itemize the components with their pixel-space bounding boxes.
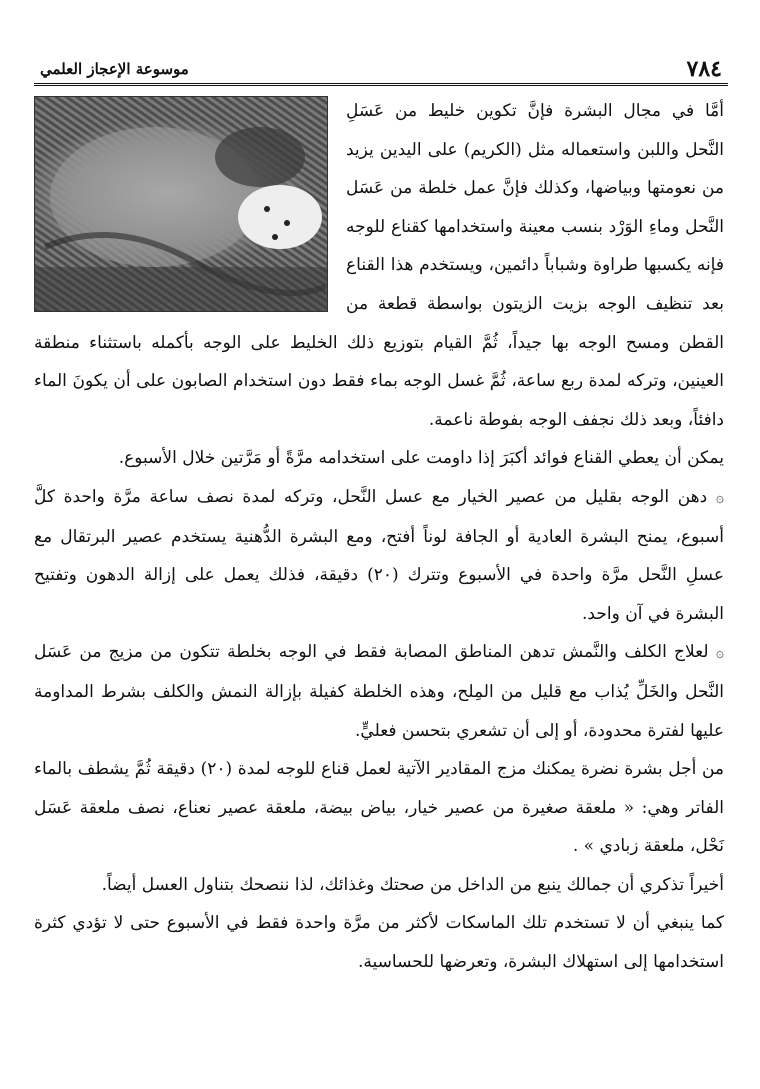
paragraph-benefit: يمكن أن يعطي القناع فوائد أكبَرَ إذا داومت على استخدامه مرَّةً أو مَرَّتين خلال الأسبوع.: [118, 448, 724, 469]
photo-illustration: [35, 97, 327, 311]
bullet-ornament-icon: ۞: [715, 645, 724, 662]
page-body: [34, 92, 724, 982]
paragraph-cucumber: [34, 478, 724, 633]
paragraph-freckles: [34, 633, 724, 750]
running-title: موسوعة الإعجاز العلمي: [40, 60, 189, 78]
paragraph-intro-text: أمَّا في مجال البشرة فإنَّ تكوين خليط من عَسَلِ النَّحل واللبن واستعماله مثل (الكريم) على اليدين يزيد من نعومتها وبياضها، وكذلك فإنَّ عمل خلطة من عَسَل النَّحل وماءِ الوَرْد بنسب معينة واستخدامها كقناع للوجه فإنه يكسبها طراوة وشباباً دائمين، ويستخدم هذا القناع بعد تنظيف الوجه بزيت الزيتون بواسطة قطعة من القطن ومسح الوجه بها جيداً، ثُمَّ القيام بتوزيع ذلك الخليط على الوجه بأكمله باستثناء منطقة العينين، وتركه لمدة ربع ساعة، ثُمَّ غسل الوجه بماء فقط دون استخدام الصابون على أن يكونَ الماء دافئاً، وبعد ذلك نجفف الوجه بفوطة ناعمة.: [34, 101, 724, 430]
paragraph-fresh-skin: من أجل بشرة نضرة يمكنك مزج المقادير الآتية لعمل قناع للوجه لمدة (٢٠) دقيقة ثُمَّ يشطف بالماء الفاتر وهي: « ملعقة صغيرة من عصير خيار، بياض بيضة، ملعقة عصير نعناع، نصف ملعقة عَسَل نَحْل، ملعقة زبادي » .: [34, 759, 724, 857]
honey-face-mask-photo: [34, 96, 328, 312]
page-header: [34, 54, 728, 84]
paragraph-cucumber-text: دهن الوجه بقليل من عصير الخيار مع عسل النَّحل، وتركه لمدة نصف ساعة مرَّة واحدة كلَّ أسبوع، يمنح البشرة العادية أو الجافة لوناً أفتح، ومع البشرة الدُّهنية يستخدم عصير البرتقال مع عسلِ النَّحل مرَّة واحدة في الأسبوع وتترك (٢٠) دقيقة، فذلك يعمل على إزالة الدهون وتفتيح البشرة في آن واحد.: [34, 486, 724, 624]
paragraph-finally: أخيراً تذكري أن جمالك ينبع من الداخل من صحتك وغذائك، لذا ننصحك بتناول العسل أيضاً.: [101, 874, 724, 895]
paragraph-warning: كما ينبغي أن لا تستخدم تلك الماسكات لأكثر من مرَّة واحدة فقط في الأسبوع حتى لا تؤدي كثرة استخدامها إلى استهلاك البشرة، وتعرضها للحساسية.: [34, 913, 724, 973]
header-divider: [34, 83, 728, 86]
bullet-ornament-icon: ۞: [715, 489, 724, 506]
page-number: ٧٨٤: [686, 56, 722, 82]
paragraph-intro: [34, 92, 724, 439]
paragraph-freckles-text: لعلاج الكلف والنَّمش تدهن المناطق المصابة فقط في الوجه بخلطة تتكون من مزيج من عَسَل النَّحل والخَلِّ يُذاب مع قليل من المِلح، وهذه الخلطة كفيلة بإزالة النمش والكلف بشرط المداومة عليها لفترة محدودة، أو إلى أن تشعري بتحسن فعليٍّ.: [34, 642, 724, 741]
